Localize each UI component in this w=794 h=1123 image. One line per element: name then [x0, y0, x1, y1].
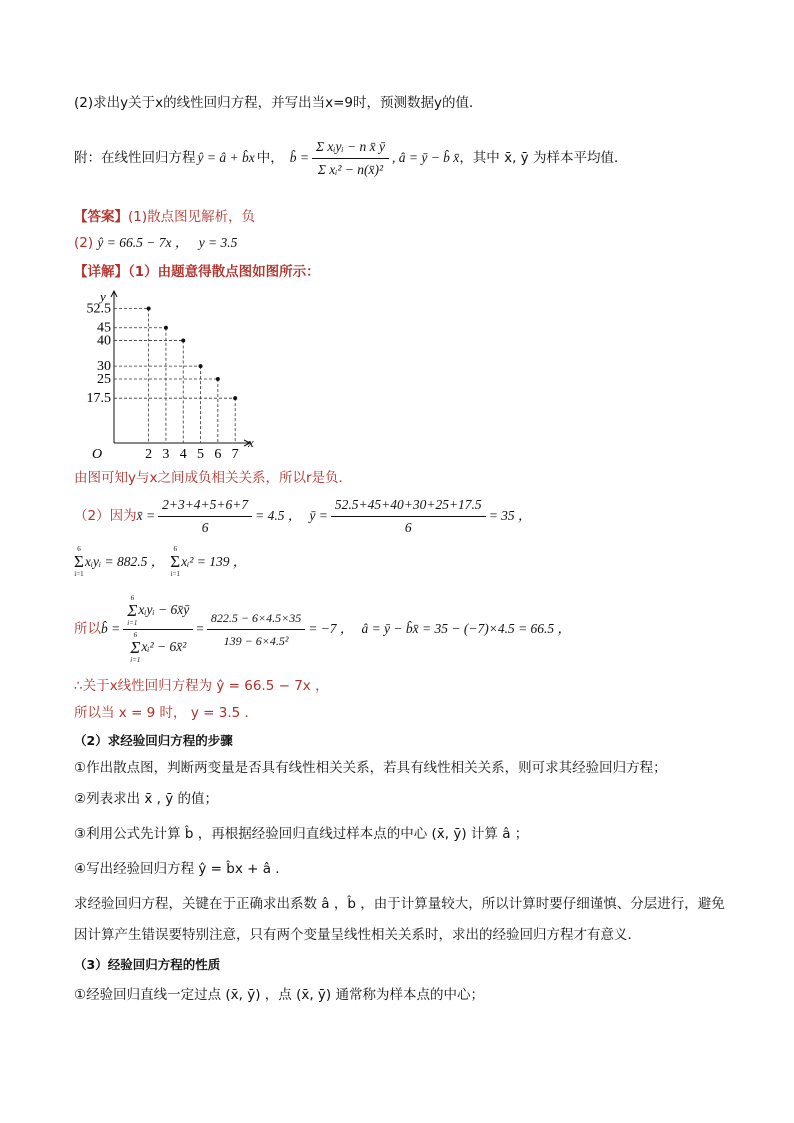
detail-intro: （1）由题意得散点图如图所示：: [128, 264, 320, 280]
origin-label: O: [92, 447, 103, 462]
x-tick-label: 6: [214, 447, 222, 462]
y-tick-label: 45: [97, 320, 111, 336]
sums-line: [74, 544, 246, 580]
detail-tag: 【详解】: [74, 264, 128, 280]
answer-tag: 【答案】: [74, 209, 128, 225]
x-tick-label: 2: [145, 447, 153, 462]
appendix-formula: [74, 130, 627, 186]
ahat-formula: , â = ȳ − b̂ x̄: [391, 150, 460, 165]
bhat-calculation: 所以 b̂ = 6 Σ i=1 xᵢyᵢ − 6x̄ȳ 6 Σ i=1 xᵢ² − 6x̄² = $\frac{822.5 - 6\times 4.5\times 35}{\text{139 − 6×4.5²}}$ = −7 ， â = ȳ − b̂x̄ = 35 − (−7)×4.5 = 66.5 ，: [74, 593, 572, 664]
ybar-numerator: 52.5+45+40+30+25+17.5: [331, 495, 486, 517]
x-tick-label: 4: [179, 447, 187, 462]
xbar-value: = 4.5 ，: [255, 508, 302, 523]
bcalc-numerator: 6 Σ i=1 xᵢyᵢ − 6x̄ȳ: [123, 594, 193, 630]
y-tick-label: 40: [97, 333, 111, 349]
bcalc-lead: 所以: [74, 621, 101, 637]
step-4: ④写出经验回归方程 ŷ = b̂x + â ．: [74, 861, 289, 877]
data-point: [181, 339, 185, 343]
appendix-lead: 附：在线性回归方程: [74, 150, 196, 166]
x-tick-label: 7: [231, 447, 239, 462]
xbar-denominator: 6: [201, 519, 209, 535]
bhat-fraction: [312, 137, 389, 180]
y-tick-label: 17.5: [86, 391, 111, 407]
sum-xx-value: xᵢ² = 139 ，: [181, 554, 247, 569]
ybar-fraction: [331, 495, 486, 538]
data-point: [233, 396, 237, 400]
data-point: [164, 326, 168, 330]
xbar-lhs: x̄ =: [136, 508, 156, 523]
bcalc-fraction: [123, 594, 193, 665]
data-point: [216, 377, 220, 381]
regression-conclusion: ∴关于x线性回归方程为 ŷ = 66.5 − 7x ，: [74, 678, 329, 694]
ahat-calculation: â = ȳ − b̂x̄ = 35 − (−7)×4.5 = 66.5 ，: [361, 621, 572, 636]
ybar-value: = 35 ，: [488, 508, 532, 523]
bhat-denominator: Σ xᵢ² − n(x̄)²: [317, 161, 384, 177]
answer-equation: ŷ = 66.5 − 7x ，: [97, 235, 189, 250]
x-tick-label: 5: [197, 447, 205, 462]
appendix-tail: ，其中 x̄, ȳ 为样本平均值．: [459, 150, 628, 166]
x-axis-label: x: [248, 435, 254, 450]
regression-equation: ŷ = â + b̂x: [197, 150, 255, 165]
bcalc-numeric-denominator: 139 − 6×4.5²: [223, 633, 289, 648]
y-tick-label: 52.5: [86, 301, 111, 317]
scatter-plot: [66, 283, 266, 463]
prediction-line: 所以当 x = 9 时， y = 3.5 ．: [74, 705, 258, 721]
step-3: ③利用公式先计算 b̂ ，再根据经验回归直线过样本点的中心 (x̄, ȳ) 计算 â ；: [74, 826, 529, 842]
bcalc-denominator: 6 Σ i=1 xᵢ² − 6x̄²: [130, 630, 187, 664]
ybar-lhs: ȳ =: [309, 508, 328, 523]
step-1: ①作出散点图，判断两变量是否具有线性相关关系，若具有线性相关关系，则可求其经验回归方程；: [74, 760, 667, 776]
sum-symbol-xy: 6 Σ i=1: [74, 545, 84, 578]
bcalc-value: = −7 ，: [308, 621, 354, 636]
mean-calculation: [74, 496, 532, 536]
ybar-denominator: 6: [404, 519, 412, 535]
y-tick-label: 25: [97, 371, 111, 387]
question-part-2: (2)求出y关于x的线性回归方程，并写出当x=9时，预测数据y的值．: [74, 95, 483, 111]
answer-line: [74, 207, 255, 227]
bhat-numerator: Σ xᵢyᵢ − n x̄ ȳ: [312, 137, 389, 159]
data-point: [199, 364, 203, 368]
answer-part-1: (1)散点图见解析，负: [128, 209, 256, 225]
sum-symbol-xx: 6 Σ i=1: [170, 545, 181, 578]
answer-part-2: [74, 233, 237, 253]
step-2: ②列表求出 x̄ , ȳ 的值；: [74, 791, 219, 807]
bcalc-numeric-fraction: [207, 608, 305, 651]
xbar-fraction: [158, 495, 252, 538]
data-point: [147, 307, 151, 311]
section-3-title: （3）经验回归方程的性质: [74, 957, 221, 972]
bcalc-numeric-numerator: 822.5 − 6×4.5×35: [207, 608, 305, 630]
step2-lead: （2）因为: [74, 508, 137, 524]
answer-y-value: y = 3.5: [198, 235, 238, 250]
appendix-mid: 中，: [256, 150, 284, 166]
conclusion-correlation: 由图可知y与x之间成负相关关系，所以r是负．: [74, 470, 353, 486]
section-2-title: （2）求经验回归方程的步骤: [74, 733, 233, 748]
detail-heading: [74, 262, 320, 282]
sum-xy-value: xᵢyᵢ = 882.5 ，: [84, 554, 165, 569]
answer-part-2-label: (2): [74, 235, 94, 251]
xbar-numerator: 2+3+4+5+6+7: [158, 495, 252, 517]
property-1: ①经验回归直线一定过点 (x̄, ȳ) ，点 (x̄, ȳ) 通常称为样本点的中心；: [74, 987, 484, 1003]
paragraph-line-1: 求经验回归方程，关键在于正确求出系数 â ，b̂ ，由于计算量较大，所以计算时要仔细谨慎、分层进行，避免: [74, 896, 725, 912]
bhat-label: b̂ =: [289, 150, 309, 165]
y-axis-label: y: [100, 289, 106, 304]
x-tick-label: 3: [162, 447, 170, 462]
paragraph-line-2: 因计算产生错误要特别注意，只有两个变量呈线性相关关系时，求出的经验回归方程才有意义．: [74, 927, 641, 943]
bcalc-bhat: b̂ =: [101, 621, 121, 636]
y-tick-label: 30: [97, 359, 111, 375]
